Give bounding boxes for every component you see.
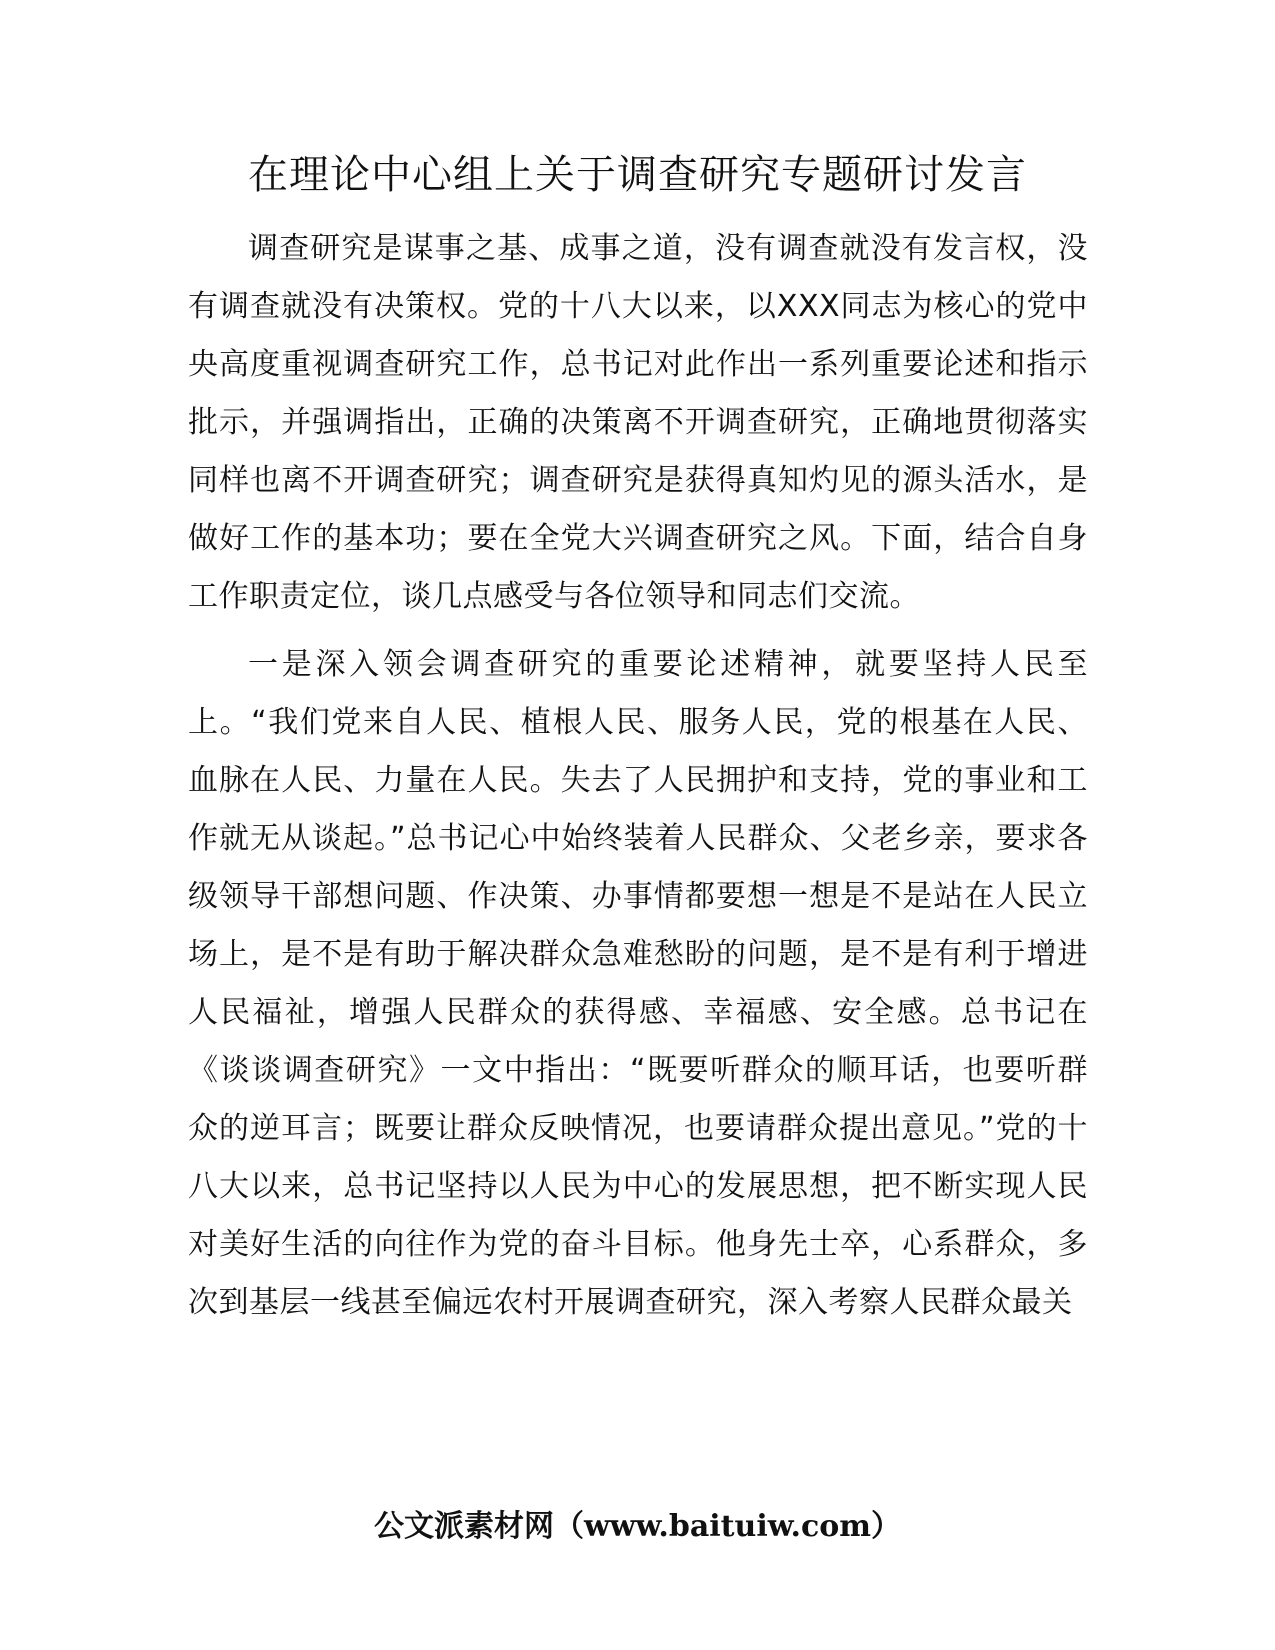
paragraph-intro: 调查研究是谋事之基、成事之道，没有调查就没有发言权，没有调查就没有决策权。党的十八大以来，以XXX同志为核心的党中央高度重视调查研究工作，总书记对此作出一系列重要论述和指示批示，并强调指出，正确的决策离不开调查研究，正确地贯彻落实同样也离不开调查研究；调查研究是获得真知灼见的源头活水，是做好工作的基本功；要在全党大兴调查研究之风。下面，结合自身工作职责定位，谈几点感受与各位领导和同志们交流。 bbox=[188, 231, 1088, 614]
document-title: 在理论中心组上关于调查研究专题研讨发言 bbox=[248, 152, 1027, 198]
footer-watermark: 公文派素材网（www.baituiw.com） bbox=[373, 1509, 902, 1544]
document-body bbox=[188, 220, 1088, 1342]
paragraph-point-one: 一是深入领会调查研究的重要论述精神，就要坚持人民至上。“我们党来自人民、植根人民、服务人民，党的根基在人民、血脉在人民、力量在人民。失去了人民拥护和支持，党的事业和工作就无从谈起。”总书记心中始终装着人民群众、父老乡亲，要求各级领导干部想问题、作决策、办事情都要想一想是不是站在人民立场上，是不是有助于解决群众急难愁盼的问题，是不是有利于增进人民福祉，增强人民群众的获得感、幸福感、安全感。总书记在《谈谈调查研究》一文中指出：“既要听群众的顺耳话，也要听群众的逆耳言；既要让群众反映情况，也要请群众提出意见。”党的十八大以来，总书记坚持以人民为中心的发展思想，把不断实现人民对美好生活的向往作为党的奋斗目标。他身先士卒，心系群众，多次到基层一线甚至偏远农村开展调查研究，深入考察人民群众最关 bbox=[188, 647, 1088, 1320]
